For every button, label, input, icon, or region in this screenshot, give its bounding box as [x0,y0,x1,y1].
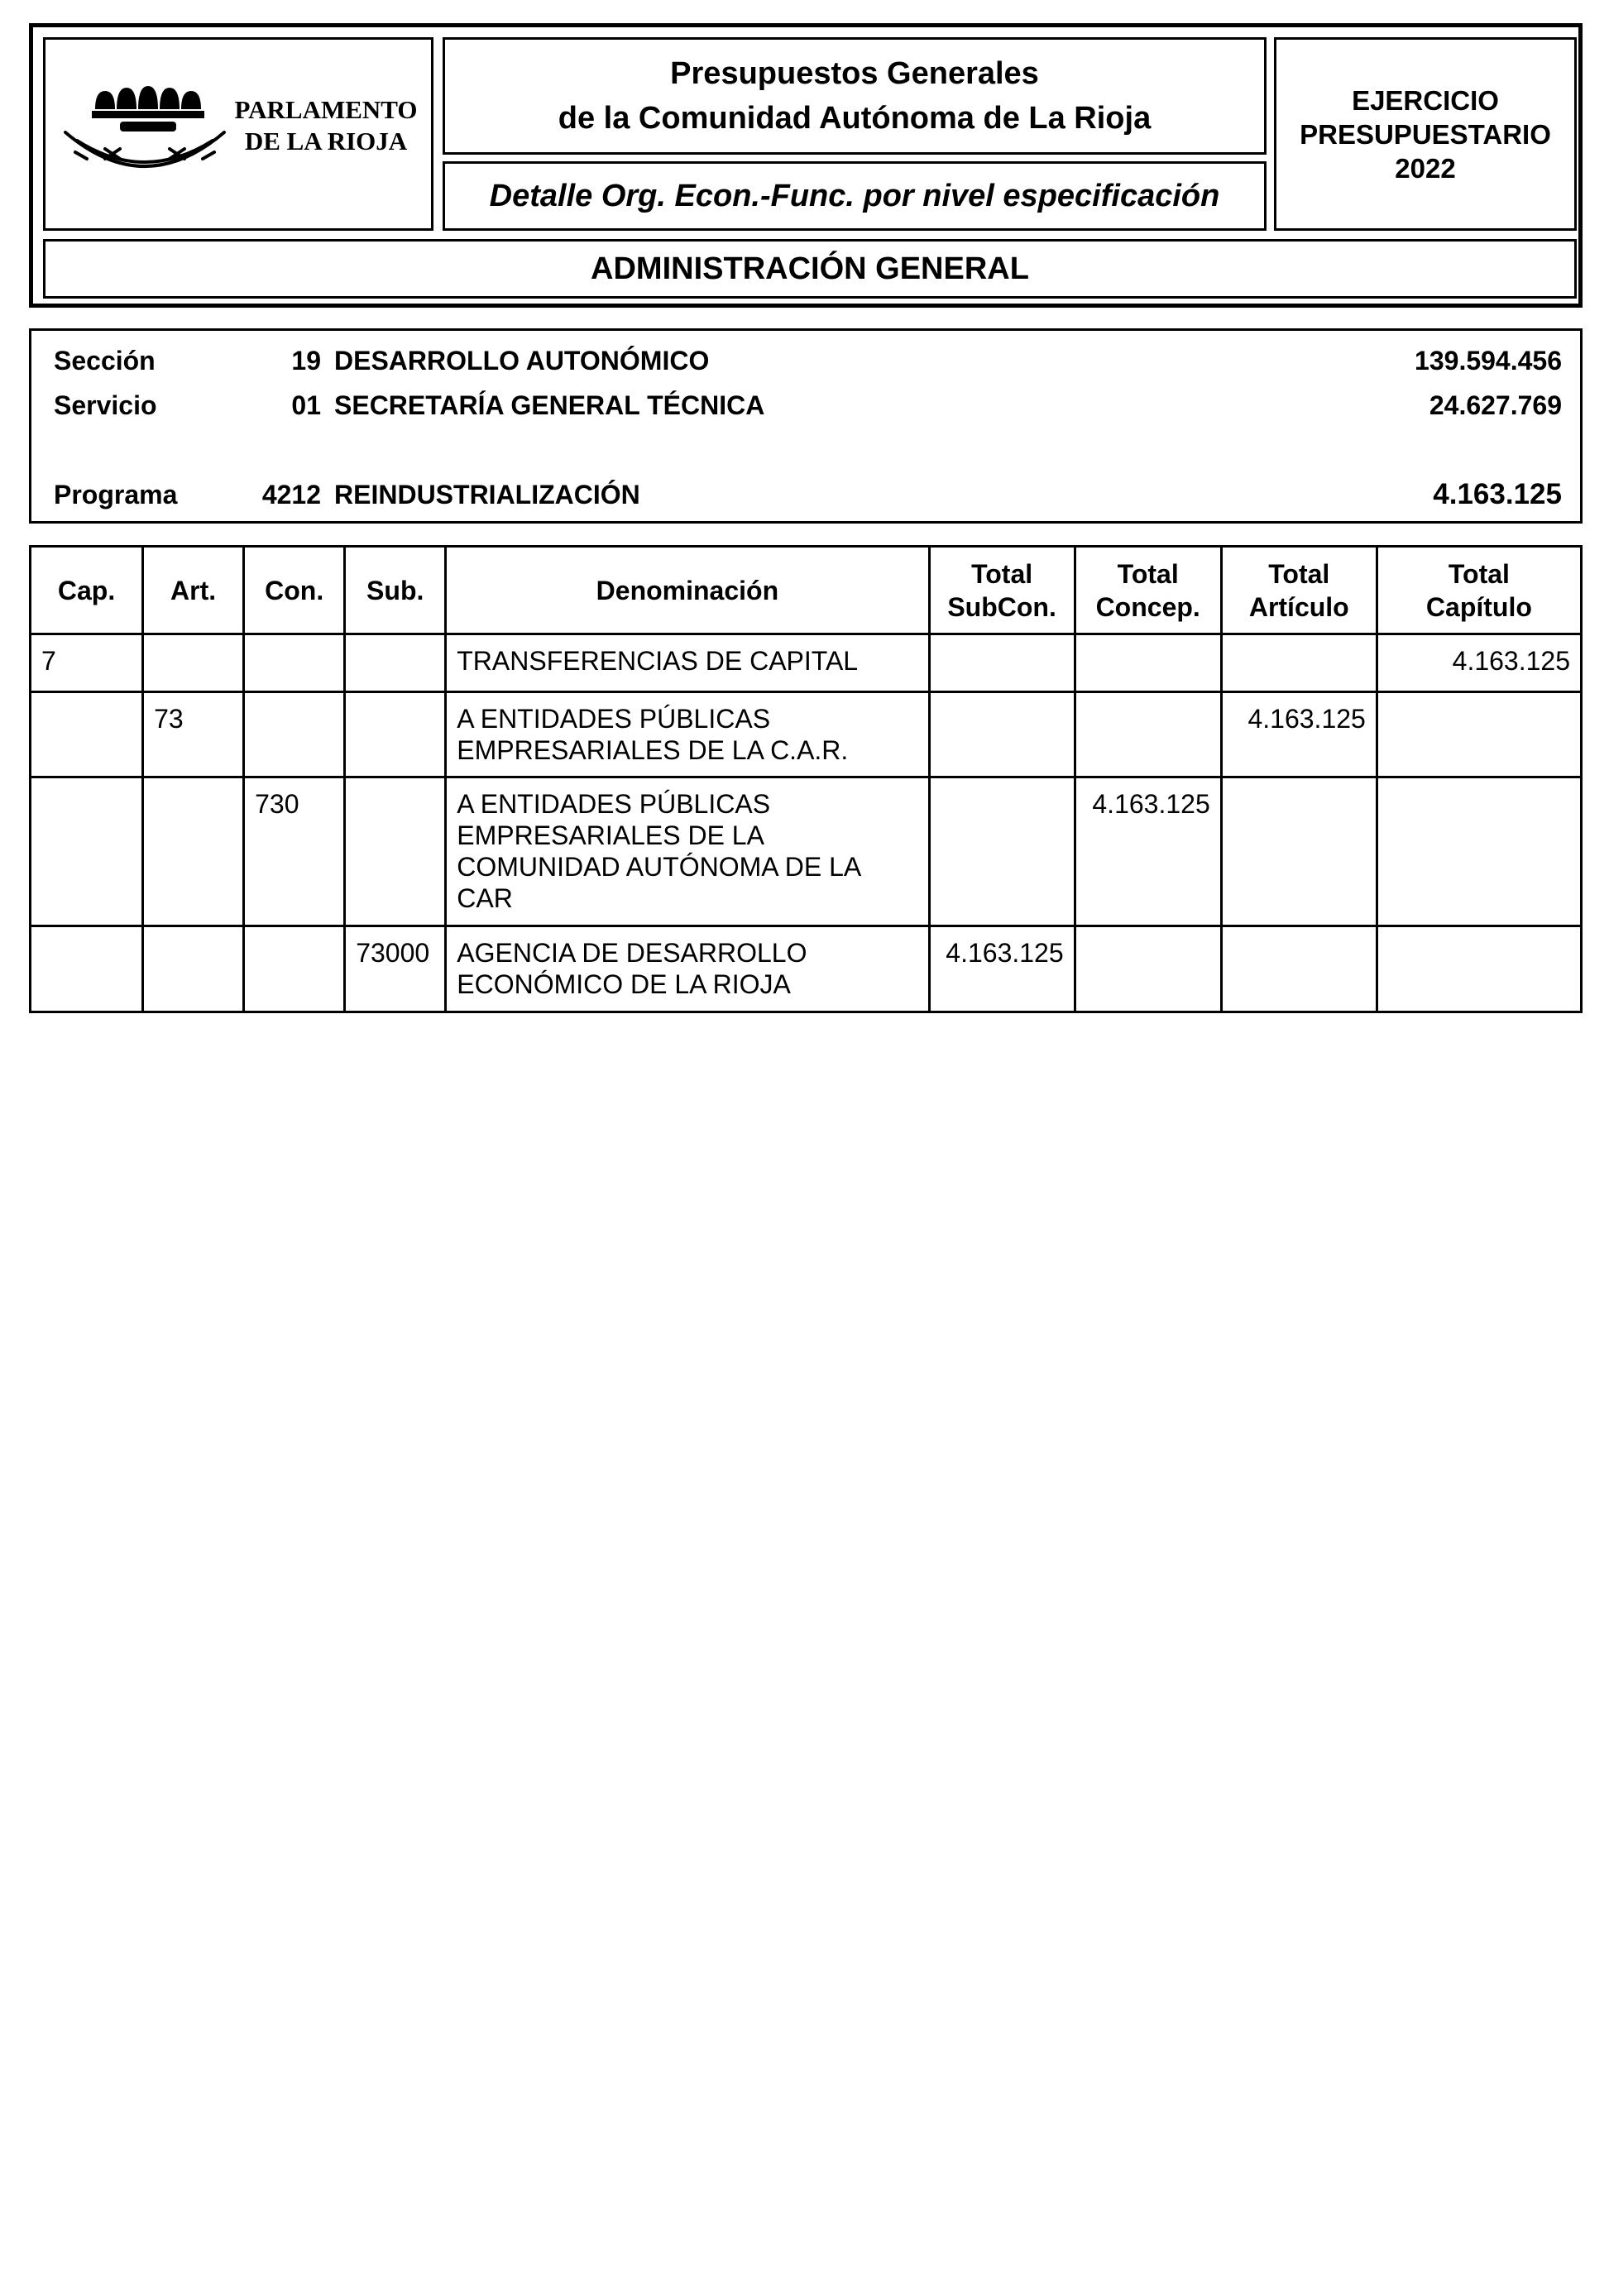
servicio-label: Servicio [54,390,157,420]
header-total-concep-line-2: Concep. [1095,591,1200,622]
cell-total-concep [1075,692,1221,777]
servicio-amount: 24.627.769 [1429,390,1562,420]
header-total-subcon-line-2: SubCon. [947,591,1056,622]
cell-cap: 7 [31,634,143,692]
header-total-articulo-line-1: Total [1268,558,1330,589]
cell-denominacion: AGENCIA DE DESARROLLO ECONÓMICO DE LA RIOJA [446,926,929,1012]
programa-code: 4212 [261,480,321,509]
cell-sub: 73000 [345,926,446,1012]
table-row [31,692,1582,777]
organization-info [29,328,1583,524]
document-header [29,23,1583,308]
parliament-emblem-icon [62,76,227,199]
cell-total-capitulo [1377,692,1581,777]
cell-total-concep: 4.163.125 [1075,777,1221,926]
cell-con: 730 [244,777,345,926]
section-title: ADMINISTRACIÓN GENERAL [591,251,1029,286]
table-row [31,926,1582,1012]
cell-cap [31,777,143,926]
title-line-1: Presupuestos Generales [670,56,1039,91]
header-total-subcon [929,547,1075,634]
cell-total-capitulo [1377,777,1581,926]
cell-total-subcon [929,634,1075,692]
org-row-servicio [31,389,1580,422]
cell-total-subcon [929,692,1075,777]
cell-art: 73 [143,692,244,777]
logo-text [218,94,434,157]
programa-amount: 4.163.125 [1433,478,1562,510]
seccion-amount: 139.594.456 [1415,346,1562,375]
subtitle-text: Detalle Org. Econ.-Func. por nivel especificación [489,178,1220,213]
cell-sub [345,634,446,692]
org-row-programa [31,478,1580,511]
header-total-concep [1075,547,1221,634]
title-line-2: de la Comunidad Autónoma de La Rioja [558,101,1152,136]
cell-denominacion: TRANSFERENCIAS DE CAPITAL [446,634,929,692]
seccion-code: 19 [291,346,321,375]
cell-con [244,692,345,777]
cell-total-articulo: 4.163.125 [1221,692,1377,777]
table-row [31,634,1582,692]
servicio-code: 01 [291,390,321,420]
cell-art [143,777,244,926]
cell-total-concep [1075,634,1221,692]
header-total-capitulo-line-2: Capítulo [1425,591,1532,622]
cell-art [143,926,244,1012]
servicio-name: SECRETARÍA GENERAL TÉCNICA [334,390,765,420]
budget-table [29,545,1583,1013]
cell-total-capitulo [1377,926,1581,1012]
cell-total-articulo [1221,926,1377,1012]
cell-con [244,634,345,692]
cell-sub [345,692,446,777]
header-total-concep-line-1: Total [1117,558,1179,589]
cell-sub [345,777,446,926]
header-con: Con. [244,547,345,634]
cell-total-articulo [1221,777,1377,926]
document-subtitle [443,161,1267,231]
cell-denominacion: A ENTIDADES PÚBLICAS EMPRESARIALES DE LA COMUNIDAD AUTÓNOMA DE LA CAR [446,777,929,926]
header-denominacion: Denominación [446,547,929,634]
header-art: Art. [143,547,244,634]
fiscal-year-box [1274,37,1577,231]
header-total-subcon-line-1: Total [971,558,1033,589]
header-total-articulo [1221,547,1377,634]
seccion-label: Sección [54,346,156,375]
section-title-box [43,239,1577,299]
cell-cap [31,692,143,777]
cell-denominacion: A ENTIDADES PÚBLICAS EMPRESARIALES DE LA C.A.R. [446,692,929,777]
programa-name: REINDUSTRIALIZACIÓN [334,480,640,509]
cell-total-subcon [929,777,1075,926]
table-header-row [31,547,1582,634]
year-value: 2022 [1395,152,1456,184]
seccion-name: DESARROLLO AUTONÓMICO [334,346,710,375]
cell-con [244,926,345,1012]
logo-line-2: DE LA RIOJA [244,127,408,155]
header-total-capitulo-line-1: Total [1448,558,1510,589]
header-total-articulo-line-2: Artículo [1248,591,1349,622]
table-row [31,777,1582,926]
year-line-2: PRESUPUESTARIO [1300,118,1551,150]
cell-total-concep [1075,926,1221,1012]
cell-art [143,634,244,692]
logo-box [43,37,433,231]
header-total-capitulo [1377,547,1581,634]
document-title [443,37,1267,155]
year-line-1: EJERCICIO [1352,84,1499,116]
cell-cap [31,926,143,1012]
header-sub: Sub. [345,547,446,634]
cell-total-articulo [1221,634,1377,692]
header-cap: Cap. [31,547,143,634]
programa-label: Programa [54,480,178,509]
cell-total-subcon: 4.163.125 [929,926,1075,1012]
org-row-seccion [31,344,1580,377]
cell-total-capitulo: 4.163.125 [1377,634,1581,692]
logo-line-1: PARLAMENTO [234,95,418,124]
